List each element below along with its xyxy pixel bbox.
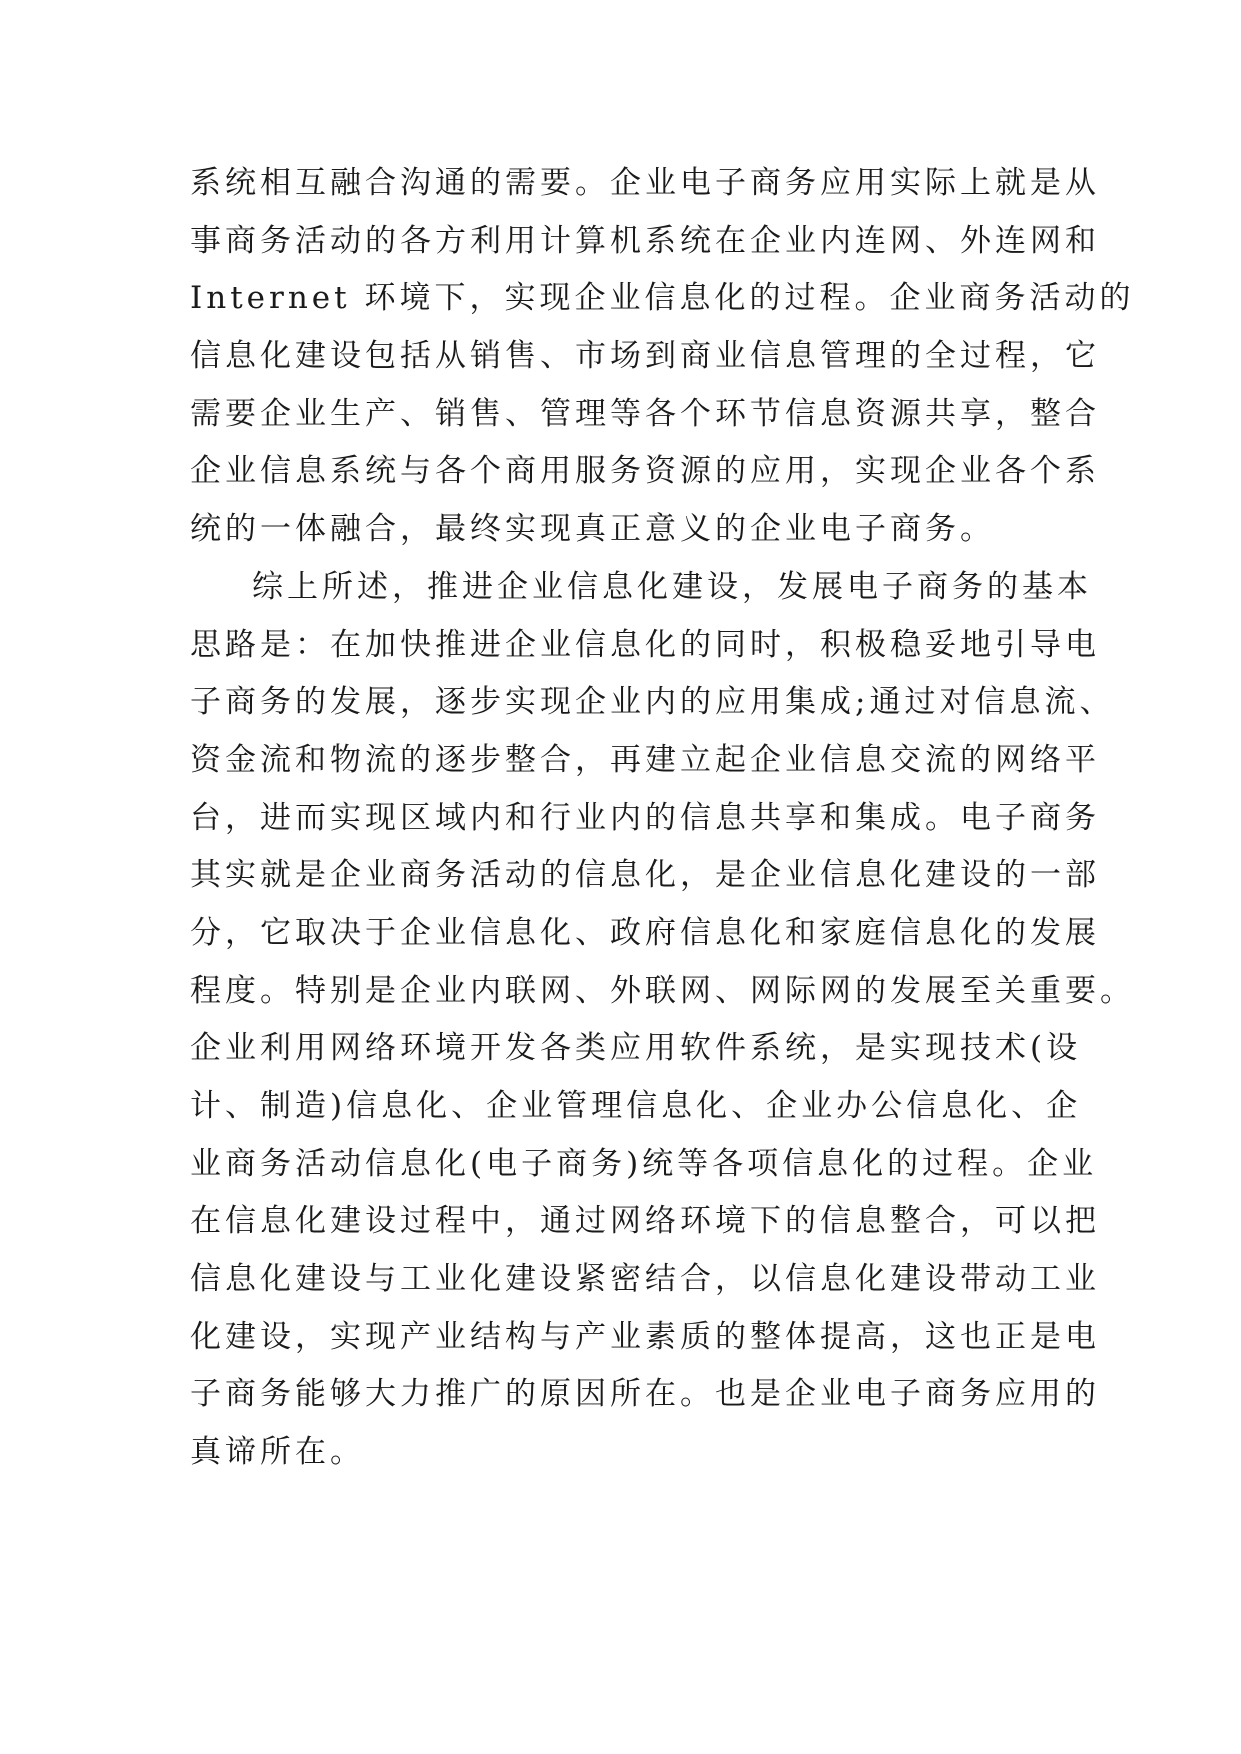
text-line: 信息化建设与工业化建设紧密结合，以信息化建设带动工业 (190, 1261, 1100, 1298)
text-line: 信息化建设包括从销售、市场到商业信息管理的全过程，它 (190, 338, 1100, 375)
text-line: 分，它取决于企业信息化、政府信息化和家庭信息化的发展 (190, 914, 1100, 951)
text-line: 企业利用网络环境开发各类应用软件系统，是实现技术(设 (190, 1030, 1082, 1067)
body-text (190, 155, 1135, 1482)
text-line: 子商务能够大力推广的原因所在。也是企业电子商务应用的 (190, 1376, 1100, 1413)
text-line: 系统相互融合沟通的需要。企业电子商务应用实际上就是从 (190, 165, 1100, 201)
text-line: 需要企业生产、销售、管理等各个环节信息资源共享，整合 (190, 395, 1100, 432)
text-line: 统的一体融合，最终实现真正意义的企业电子商务。 (190, 511, 995, 548)
text-line: 资金流和物流的逐步整合，再建立起企业信息交流的网络平 (190, 741, 1100, 778)
text-line: 程度。特别是企业内联网、外联网、网际网的发展至关重要。 (190, 972, 1135, 1009)
text-line: 思路是：在加快推进企业信息化的同时，积极稳妥地引导电 (190, 626, 1100, 663)
text-line: 计、制造)信息化、企业管理信息化、企业办公信息化、企 (190, 1088, 1082, 1124)
text-line: 在信息化建设过程中，通过网络环境下的信息整合，可以把 (190, 1203, 1100, 1240)
text-line: 台，进而实现区域内和行业内的信息共享和集成。电子商务 (190, 799, 1100, 836)
text-line: Internet 环境下，实现企业信息化的过程。企业商务活动的 (190, 280, 1135, 317)
paragraph-first-line: 综上所述，推进企业信息化建设，发展电子商务的基本 (252, 568, 1092, 605)
text-line: 业商务活动信息化(电子商务)统等各项信息化的过程。企业 (190, 1145, 1098, 1182)
text-line: 其实就是企业商务活动的信息化，是企业信息化建设的一部 (190, 857, 1100, 894)
text-line: 企业信息系统与各个商用服务资源的应用，实现企业各个系 (190, 453, 1100, 490)
text-line: 子商务的发展，逐步实现企业内的应用集成;通过对信息流、 (190, 684, 1115, 721)
text-line: 化建设，实现产业结构与产业素质的整体提高，这也正是电 (190, 1318, 1100, 1355)
text-line: 事商务活动的各方利用计算机系统在企业内连网、外连网和 (190, 222, 1100, 259)
text-line: 真谛所在。 (190, 1434, 365, 1471)
